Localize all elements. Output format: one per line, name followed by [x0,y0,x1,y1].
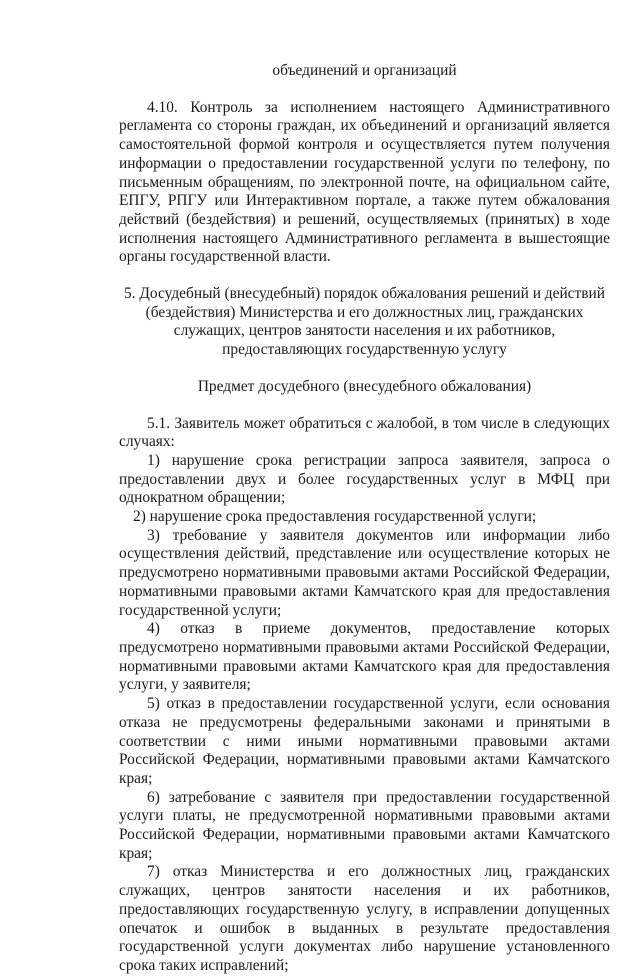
case-item: 1) нарушение срока регистрации запроса заявителя, запроса о предоставлении двух и более государственных услуг в МФЦ при однократном обращении; [119,451,610,507]
spacer [119,267,610,285]
document-body [119,62,610,976]
case-item: 5) отказ в предоставлении государственной услуги, если основания отказа не предусмотрены федеральными законами и принятыми в соответствии с ними иными нормативными правовыми актами Российской Федерации, нормативными правовыми актами Камчатского края; [119,695,610,787]
spacer [119,397,610,415]
continuation-line: объединений и организаций [272,62,457,79]
case-item: 2) нарушение срока предоставления государственной услуги; [133,508,537,526]
case-item: 3) требование у заявителя документов или информации либо осуществления действий, представление или осуществление которых не предусмотрено нормативными правовыми актами Российской Федерации, нормативными правовыми актами Камчатского края для предоставления государственной услуги; [119,526,610,619]
spacer [119,360,610,378]
case-item: 6) затребование с заявителя при предоставлении государственной услуги платы, не предусмотренной нормативными правовыми актами Российской Федерации, нормативными правовыми актами Камчатского края; [119,788,610,862]
section-5-heading: 5. Досудебный (внесудебный) порядок обжалования решений и действий (бездействия) Министерства и его должностных лиц, гражданских служащих, центров занятости населения и их работников, предоставляющих государственную услугу [124,285,605,359]
spacer [119,81,610,99]
paragraph-4-10: 4.10. Контроль за исполнением настоящего Административного регламента со стороны граждан, их объединений и организаций является самостоятельной формой контроля и осуществляется путем получения информации о предоставлении государственной услуги по телефону, по письменным обращениям, по электронной почте, на официальном сайте, ЕПГУ, РПГУ или Интерактивном портале, а также путем обжалования действий (бездействия) и решений, осуществляемых (принятых) в ходе исполнения настоящего Административного регламента в вышестоящие органы государственной власти. [119,98,610,266]
case-item: 4) отказ в приеме документов, предоставление которых предусмотрено нормативными правовыми актами Российской Федерации, нормативными правовыми актами Камчатского края для предоставления услуги, у заявителя; [119,620,610,694]
subject-heading: Предмет досудебного (внесудебного обжалования) [197,377,532,395]
paragraph-5-1: 5.1. Заявитель может обратиться с жалобой, в том числе в следующих случаях: [119,414,610,451]
case-item: 7) отказ Министерства и его должностных лиц, гражданских служащих, центров занятости населения и их работников, предоставляющих государственную услугу, в исправлении допущенных опечаток и ошибок в выданных в результате предоставления государственной услуги документах либо нарушение установленного срока таких исправлений; [119,863,610,974]
